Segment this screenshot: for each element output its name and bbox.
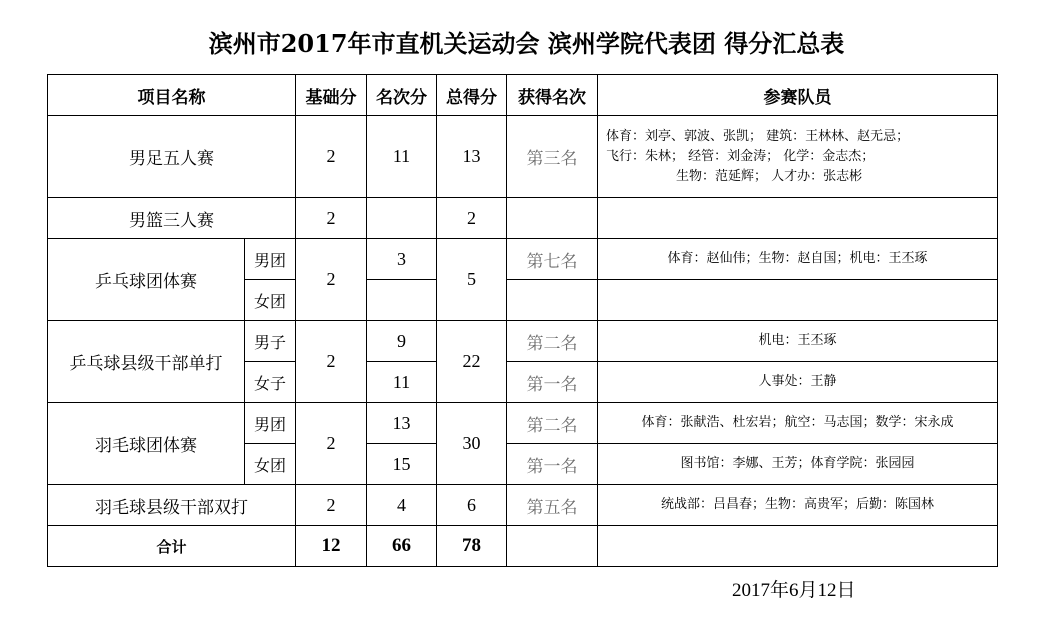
members-cell: 机电：王丕琢	[598, 321, 998, 362]
table-row	[48, 116, 998, 198]
table-row	[48, 239, 998, 280]
event-name: 羽毛球团体赛	[48, 403, 245, 485]
rank-score: 13	[367, 403, 437, 444]
members-cell: 体育：赵仙伟；生物：赵自国；机电：王丕琢	[598, 239, 998, 280]
total-score: 2	[437, 198, 507, 239]
sub-category: 女团	[245, 280, 296, 321]
totals-row	[48, 526, 998, 567]
members-cell	[598, 198, 998, 239]
sub-category: 男子	[245, 321, 296, 362]
score-summary-table	[47, 74, 998, 567]
event-name: 男足五人赛	[48, 116, 296, 198]
members-cell	[598, 280, 998, 321]
rank-score: 15	[367, 444, 437, 485]
placing: 第一名	[507, 362, 598, 403]
total-score: 30	[437, 403, 507, 485]
event-name: 羽毛球县级干部双打	[48, 485, 296, 526]
members-cell: 统战部：吕昌春；生物：高贵军；后勤：陈国林	[598, 485, 998, 526]
rank-score-total: 66	[367, 526, 437, 567]
rank-score: 4	[367, 485, 437, 526]
placing: 第二名	[507, 321, 598, 362]
report-date: 2017年6月12日	[732, 580, 856, 601]
members-cell	[598, 526, 998, 567]
header-base: 基础分	[296, 75, 367, 116]
header-placing: 获得名次	[507, 75, 598, 116]
base-score: 2	[296, 116, 367, 198]
rank-score: 11	[367, 362, 437, 403]
total-score-total: 78	[437, 526, 507, 567]
placing	[507, 280, 598, 321]
total-score: 13	[437, 116, 507, 198]
header-rank-score: 名次分	[367, 75, 437, 116]
base-score: 2	[296, 321, 367, 403]
base-score: 2	[296, 485, 367, 526]
header-members: 参赛队员	[598, 75, 998, 116]
header-row	[48, 75, 998, 116]
base-score: 2	[296, 198, 367, 239]
table-row	[48, 485, 998, 526]
base-score: 2	[296, 403, 367, 485]
rank-score: 9	[367, 321, 437, 362]
header-event: 项目名称	[48, 75, 296, 116]
placing	[507, 198, 598, 239]
event-name: 男篮三人赛	[48, 198, 296, 239]
sub-category: 女团	[245, 444, 296, 485]
members-line: 生物：范延辉； 人才办：张志彬	[676, 168, 863, 184]
total-score: 6	[437, 485, 507, 526]
event-name: 乒乓球县级干部单打	[48, 321, 245, 403]
base-score-total: 12	[296, 526, 367, 567]
total-score: 5	[437, 239, 507, 321]
header-total: 总得分	[437, 75, 507, 116]
placing	[507, 526, 598, 567]
placing: 第一名	[507, 444, 598, 485]
sub-category: 男团	[245, 403, 296, 444]
rank-score: 11	[367, 116, 437, 198]
rank-score	[367, 280, 437, 321]
totals-label: 合计	[48, 526, 296, 567]
base-score: 2	[296, 239, 367, 321]
members-cell: 人事处：王静	[598, 362, 998, 403]
placing: 第七名	[507, 239, 598, 280]
members-line: 体育：刘亭、郭波、张凯； 建筑：王林林、赵无忌；	[606, 128, 910, 144]
page-title: 滨州市2017年市直机关运动会 滨州学院代表团 得分汇总表	[208, 29, 845, 58]
total-score: 22	[437, 321, 507, 403]
sub-category: 男团	[245, 239, 296, 280]
placing: 第五名	[507, 485, 598, 526]
members-cell	[598, 116, 998, 198]
table-row	[48, 198, 998, 239]
members-line: 飞行：朱林； 经管：刘金涛； 化学：金志杰；	[606, 148, 875, 164]
event-name: 乒乓球团体赛	[48, 239, 245, 321]
sub-category: 女子	[245, 362, 296, 403]
rank-score: 3	[367, 239, 437, 280]
placing: 第二名	[507, 403, 598, 444]
table-row	[48, 321, 998, 362]
rank-score	[367, 198, 437, 239]
placing: 第三名	[507, 116, 598, 198]
members-cell: 图书馆：李娜、王芳；体育学院：张园园	[598, 444, 998, 485]
members-cell: 体育：张献浩、杜宏岩；航空：马志国；数学：宋永成	[598, 403, 998, 444]
table-row	[48, 403, 998, 444]
